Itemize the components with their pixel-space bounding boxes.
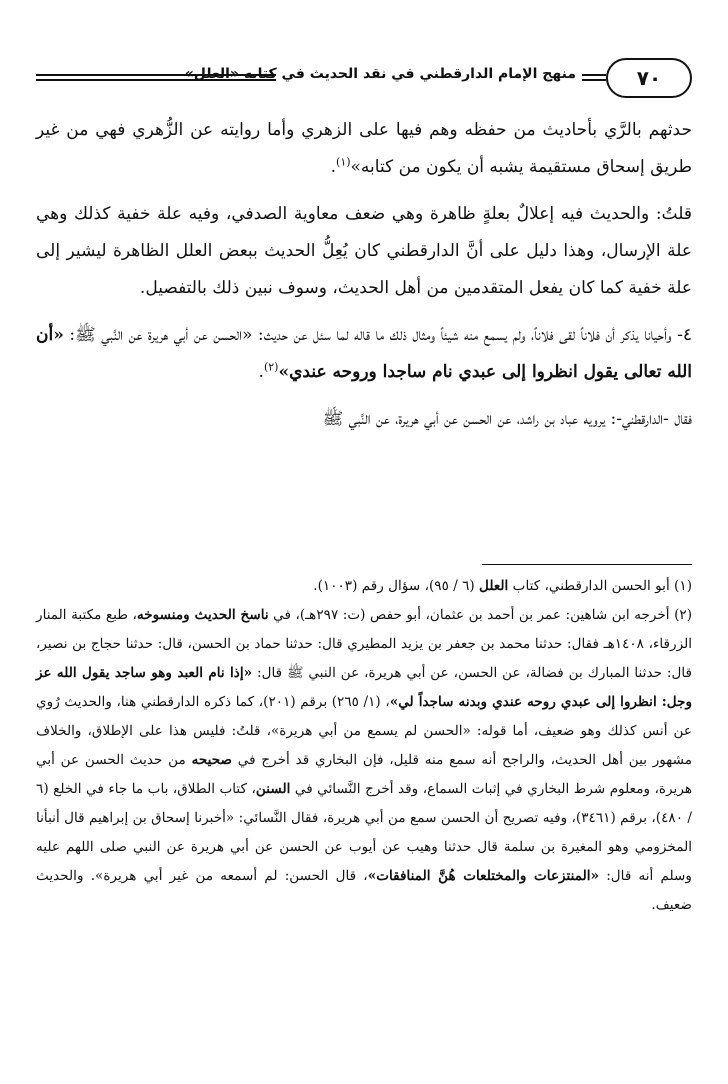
header-rule-right bbox=[582, 74, 606, 81]
paragraph-4 bbox=[36, 401, 692, 438]
paragraph-1-end: . bbox=[330, 157, 337, 177]
hadith-quote: «أن الله تعالى يقول انظروا إلى عبدي نام ساجدا وروحه عندي» bbox=[36, 325, 692, 382]
main-text bbox=[36, 112, 692, 438]
footnote-1 bbox=[36, 572, 692, 601]
page-header bbox=[36, 58, 692, 102]
footnote-1-book: العلل bbox=[479, 578, 509, 594]
footnote-separator bbox=[482, 564, 692, 565]
footnote-2-i: ، كتاب الطلاق، باب ما جاء في الخلع (٦ / ٤٨٠)، برقم (٣٤٦١)، وفيه تصريح أن الحسن سمع من أبي هريرة، فقال النَّسائي: «أخبرنا إسحاق بن إبراهيم قال أنبأنا المخزومي وهو المغيرة بن سلمة قال حدثنا وهيب عن أيوب عن الحسن عن أبي هريرة عن النبي صلى اللهم عليه وسلم أنه قال: bbox=[36, 781, 693, 884]
footnote-1-a: (١) أبو الحسن الدارقطني، كتاب bbox=[508, 578, 692, 594]
paragraph-3-text: ٤- وأحيانا يذكر أن فلاناً لقى فلاناً، ولم يسمع منه شيئاً ومثال ذلك ما قاله لما سئل عن حديث: «الحسن عن أبي هريرة عن النَّبي ﷺ: bbox=[63, 325, 692, 345]
footnote-2-hadith: «إذا نام العبد وهو ساجد يقول الله عز وجل: انظروا إلى عبدي روحه عندي وبدنه ساجداً لي» bbox=[36, 665, 693, 710]
book-page bbox=[36, 0, 692, 1084]
footnote-2-sunan: السنن bbox=[255, 781, 291, 797]
paragraph-4-text: فقال -الدارقطني-: يرويه عباد بن راشد، عن الحسن عن أبي هريرة، عن النَّبي ﷺ bbox=[322, 409, 692, 429]
header-rule-left bbox=[36, 74, 276, 81]
footnote-2 bbox=[36, 601, 692, 920]
paragraph-1 bbox=[36, 112, 692, 186]
page-number: ٧٠ bbox=[606, 58, 692, 98]
footnote-2-k: ، قال الحسن: لم أسمعه من غير أبي هريرة». والحديث ضعيف. bbox=[36, 868, 692, 913]
paragraph-3-end: . bbox=[258, 362, 264, 382]
footnote-ref-1[interactable]: (١) bbox=[336, 155, 351, 169]
footnote-ref-2[interactable]: (٢) bbox=[263, 360, 279, 374]
footnote-2-sahih: صحيحه bbox=[191, 752, 233, 768]
footnote-1-c: (٦ / ٩٥)، سؤال رقم (١٠٠٣). bbox=[313, 578, 480, 594]
footnote-2-g: من حديث الحسن عن أبي هريرة، ومعلوم شرط البخاري في إثبات السماع، وقد أخرج النَّسائي في bbox=[36, 752, 692, 797]
footnote-2-book: ناسخ الحديث ومنسوخه bbox=[136, 607, 269, 623]
footnote-2-hadith-2: «المنتزعات والمختلعات هُنَّ المنافقات» bbox=[367, 868, 600, 884]
paragraph-2-text: قلتُ: والحديث فيه إعلالٌ بعلةٍ ظاهرة وهي ضعف معاوية الصدفي، وفيه علة خفية كذلك وهي علة الإرسال، وهذا دليل على أنَّ الدارقطني كان يُعِلُّ الحديث ببعض العلل الظاهرة ليشير إلى علة خفية كما كان يفعل المتقدمين من أهل الحديث، وسوف نبين ذلك بالتفصيل. bbox=[36, 204, 692, 298]
paragraph-3 bbox=[36, 317, 692, 391]
footnote-2-c: ، طبع مكتبة المنار الزرقاء، ١٤٠٨هـ فقال: حدثنا محمد بن جعفر بن يزيد المطيري قال: حدثنا حماد بن الحسن، قال: حدثنا حجاج بن نصير، قال: حدثنا المبارك بن فضالة، عن الحسن، عن أبي هريرة، عن النبي ﷺ قال: bbox=[36, 607, 692, 681]
paragraph-1-text: حدثهم بالرَّي بأحاديث من حفظه وهم فيها على الزهري وأما روايته عن الزُّهري فهي من غير طريق إسحاق مستقيمة يشبه أن يكون من كتابه» bbox=[36, 120, 692, 177]
paragraph-2 bbox=[36, 196, 692, 307]
footnote-2-e: ، (١/ ٢٦٥) برقم (٢٠١)، كما ذكره الدارقطني هنا، والحديث رُوي عن أنس كذلك وهو ضعيف، أما قوله: «الحسن لم يسمع من أبي هريرة»، قلتُ: فليس هذا على الإطلاق، والخلاف مشهور بين أهل الحديث، والراجح أنه سمع منه قليل، فإن البخاري قد أخرج في bbox=[36, 694, 692, 768]
footnotes bbox=[36, 572, 692, 920]
footnote-2-a: (٢) أخرجه ابن شاهين: عمر بن أحمد بن عثمان، أبو حفص (ت: ٢٩٧هـ)، في bbox=[268, 607, 692, 623]
running-title: منهج الإمام الدارقطني في نقد الحديث في كتابه «العلل» bbox=[184, 66, 576, 82]
